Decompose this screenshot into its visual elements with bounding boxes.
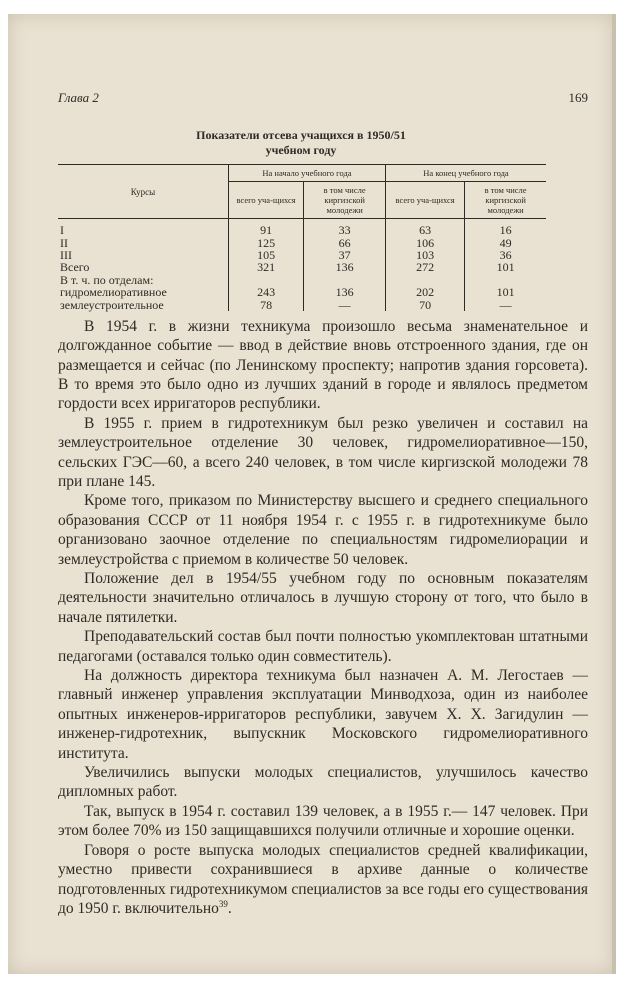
- paragraph: Увеличились выпуски молодых специалистов, улучшилось качество дипломных работ.: [58, 764, 588, 801]
- row-label: В т. ч. по отделам:: [58, 274, 228, 286]
- paragraph-end: .: [227, 899, 232, 917]
- table-caption-line2: учебном году: [265, 143, 337, 157]
- cell-value: 136: [304, 261, 386, 273]
- header-end-of-year: На конец учебного года: [386, 165, 546, 182]
- header-total-end: всего уча-щихся: [386, 182, 465, 219]
- table-row: [58, 236, 546, 248]
- cell-value: 136: [304, 286, 386, 298]
- paragraph: Преподавательский состав был почти полностью укомплектован штатными педагогами (оставался только один совместитель).: [58, 628, 588, 665]
- paragraph: [58, 841, 588, 919]
- row-label: I: [58, 219, 228, 237]
- cell-value: 105: [228, 249, 303, 261]
- row-label: землеустроительное: [58, 298, 228, 310]
- cell-value: 321: [228, 261, 303, 273]
- paragraph: Кроме того, приказом по Министерству высшего и среднего специального образования СССР от 11 ноября 1954 г. с 1955 г. в гидротехникуме было организовано заочное отделение по специальностям гидромелиорации и землеустройства с приемом в количестве 50 человек.: [58, 492, 588, 568]
- paragraph: Положение дел в 1954/55 учебном году по основным показателям деятельности значительно отличалось в лучшую сторону от того, что было в начале пятилетки.: [58, 570, 588, 626]
- cell-value: 66: [304, 236, 386, 248]
- paragraph: В 1955 г. прием в гидротехникум был резко увеличен и составил на землеустроительное отделение 30 человек, гидромелиоративное—150, сельских ГЭС—60, а всего 240 человек, в том числе киргизской молодежи 78 при плане 145.: [58, 414, 588, 490]
- body-text: [58, 317, 588, 919]
- cell-value: 243: [228, 286, 303, 298]
- dropout-table: [58, 164, 546, 311]
- cell-value: [465, 274, 546, 286]
- paragraph: На должность директора техникума был назначен А. М. Легостаев — главный инженер управления эксплуатации Минводхоза, один из наиболее опытных инженеров-ирригаторов республики, завучем Х. Х. Загидулин — инженер-гидротехник, выпускник Московского гидромелиоративного института.: [58, 667, 588, 762]
- cell-value: 78: [228, 298, 303, 310]
- cell-value: —: [499, 297, 512, 312]
- chapter-label: Глава 2: [58, 90, 99, 105]
- header-start-of-year: На начало учебного года: [228, 165, 385, 182]
- cell-value: 37: [304, 249, 386, 261]
- cell-value: 202: [386, 286, 465, 298]
- cell-value: 103: [386, 249, 465, 261]
- table-row: [58, 298, 546, 310]
- cell-value: 70: [386, 298, 465, 310]
- cell-value: 125: [228, 236, 303, 248]
- paragraph-text: Говоря о росте выпуска молодых специалистов средней квалификации, уместно привести сохранившиеся в архиве данные о количестве подготовленных гидротехникумом специалистов за все годы его существования до 1950 г. включительно: [58, 841, 588, 917]
- cell-value: —: [304, 298, 386, 310]
- footnote-marker: 39: [218, 898, 228, 909]
- header-course: Курсы: [58, 165, 228, 219]
- row-label: II: [58, 236, 228, 248]
- table-row: [58, 261, 546, 273]
- cell-value: 106: [386, 236, 465, 248]
- cell-value: 91: [228, 219, 303, 237]
- table-caption-line1: Показатели отсева учащихся в 1950/51: [196, 128, 406, 142]
- cell-value: 101: [496, 260, 515, 275]
- cell-value: 16: [499, 223, 512, 238]
- cell-value: [304, 274, 386, 286]
- table-caption: [66, 128, 536, 158]
- page-number: 169: [568, 90, 588, 105]
- paragraph: Так, выпуск в 1954 г. составил 139 человек, а в 1955 г.— 147 человек. При этом более 70% из 150 защищавшихся получили отличные и хорошие оценки.: [58, 802, 588, 840]
- table-row: [58, 219, 546, 237]
- running-head: [58, 90, 588, 110]
- row-label: гидромелиоративное: [58, 286, 228, 298]
- header-kyrgyz-end: в том числе киргизской молодежи: [465, 182, 546, 219]
- book-page: [58, 90, 588, 918]
- page-edge: [612, 14, 616, 974]
- table-row: [58, 249, 546, 261]
- row-label: Всего: [58, 261, 228, 273]
- cell-value: 63: [386, 219, 465, 237]
- paragraph: В 1954 г. в жизни техникума произошло весьма знаменательное и долгожданное событие — ввод в действие вновь отстроенного здания, где он размещается и сейчас (по Ленинскому проспекту; напротив здания горсовета). В то время это было одно из лучших зданий в городе и являлось предметом гордости всех ирригаторов республики.: [58, 317, 588, 413]
- cell-value: 36: [499, 247, 512, 262]
- row-label: III: [58, 249, 228, 261]
- table-row: [58, 286, 546, 298]
- cell-value: 33: [304, 219, 386, 237]
- cell-value: 49: [499, 235, 512, 250]
- cell-value: [386, 274, 465, 286]
- cell-value: [228, 274, 303, 286]
- cell-value: 272: [386, 261, 465, 273]
- header-kyrgyz-start: в том числе киргизской молодежи: [304, 182, 386, 219]
- table-row: [58, 274, 546, 286]
- cell-value: 101: [496, 285, 515, 300]
- header-total-start: всего уча-щихся: [228, 182, 303, 219]
